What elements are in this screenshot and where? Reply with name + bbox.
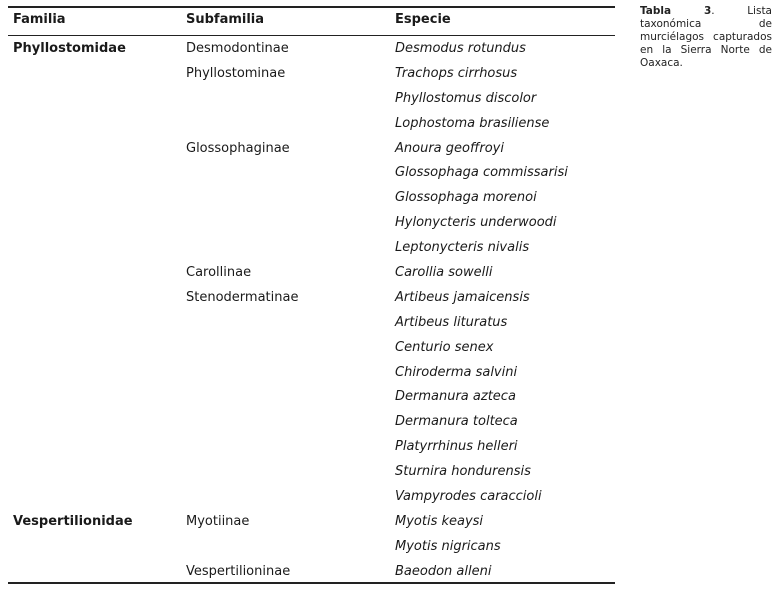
cell-subfamilia: Stenodermatinae (186, 289, 299, 305)
cell-subfamilia: Vespertilioninae (186, 563, 291, 579)
cell-subfamilia: Glossophaginae (186, 140, 290, 156)
table-row (8, 236, 615, 261)
table-row (8, 510, 615, 535)
table-row (8, 186, 615, 211)
table-bottom-rule (8, 582, 615, 584)
table-row (8, 361, 615, 386)
cell-subfamilia: Myotiinae (186, 513, 250, 529)
caption-text: . Lista taxonómica de murciélagos capturados en la Sierra Norte de Oaxaca. (640, 5, 772, 69)
cell-subfamilia: Desmodontinae (186, 41, 289, 56)
table-row (8, 112, 615, 137)
table-row (8, 37, 615, 62)
cell-especie: Glossophaga commissarisi (395, 165, 568, 181)
cell-subfamilia: Phyllostominae (186, 65, 286, 81)
cell-especie: Anoura geoffroyi (395, 140, 504, 156)
table-row (8, 435, 615, 460)
table-row (8, 286, 615, 311)
table-caption (640, 5, 772, 70)
table-header-rule (8, 35, 615, 36)
table-row (8, 137, 615, 162)
header-familia: Familia (13, 12, 66, 27)
cell-especie: Platyrrhinus helleri (395, 439, 518, 455)
cell-especie: Leptonycteris nivalis (395, 240, 530, 256)
table-body (8, 37, 615, 585)
table-row (8, 211, 615, 236)
cell-especie: Hylonycteris underwoodi (395, 215, 557, 231)
table-row (8, 535, 615, 560)
table-row (8, 385, 615, 410)
cell-especie: Baeodon alleni (395, 563, 492, 579)
cell-especie: Desmodus rotundus (395, 41, 526, 56)
table-row (8, 485, 615, 510)
cell-especie: Centurio senex (395, 339, 494, 355)
table-row (8, 87, 615, 112)
cell-especie: Chiroderma salvini (395, 364, 518, 380)
cell-especie: Dermanura tolteca (395, 414, 518, 430)
table-row (8, 62, 615, 87)
cell-especie: Vampyrodes caraccioli (395, 489, 542, 505)
table-row (8, 410, 615, 435)
table-row (8, 161, 615, 186)
cell-especie: Artibeus lituratus (395, 314, 508, 330)
table-row (8, 336, 615, 361)
cell-especie: Carollia sowelli (395, 265, 493, 281)
table-row (8, 560, 615, 585)
cell-familia: Vespertilionidae (13, 513, 133, 529)
cell-familia: Phyllostomidae (13, 41, 126, 56)
cell-especie: Trachops cirrhosus (395, 65, 518, 81)
cell-especie: Myotis nigricans (395, 538, 501, 554)
cell-especie: Artibeus jamaicensis (395, 289, 530, 305)
table-row (8, 460, 615, 485)
cell-especie: Glossophaga morenoi (395, 190, 537, 206)
table-top-rule (8, 6, 615, 8)
header-especie: Especie (395, 12, 451, 27)
caption-label: Tabla 3 (640, 5, 712, 17)
cell-especie: Sturnira hondurensis (395, 464, 531, 480)
table-row (8, 311, 615, 336)
cell-especie: Lophostoma brasiliense (395, 115, 550, 131)
cell-especie: Myotis keaysi (395, 513, 484, 529)
header-subfamilia: Subfamilia (186, 12, 265, 27)
cell-especie: Dermanura azteca (395, 389, 516, 405)
table-row (8, 261, 615, 286)
cell-subfamilia: Carollinae (186, 265, 252, 281)
cell-especie: Phyllostomus discolor (395, 90, 537, 106)
